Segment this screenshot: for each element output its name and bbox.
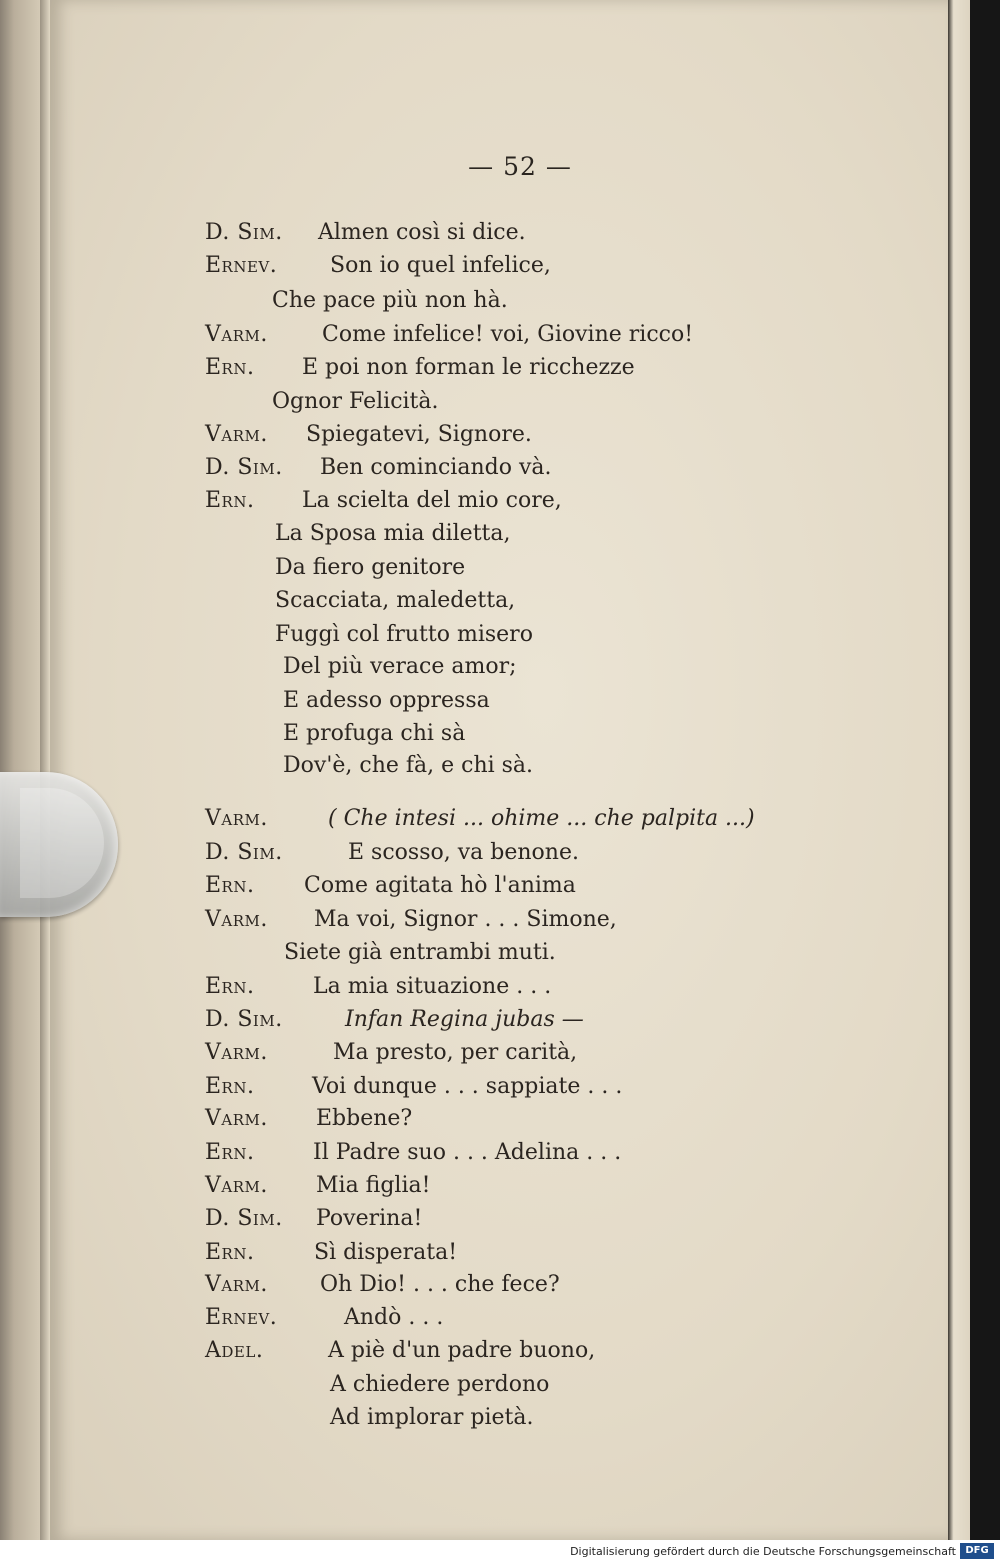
speaker-name: Ern. xyxy=(205,1240,255,1265)
speaker-name: Varm. xyxy=(205,422,268,447)
line-text: Come infelice! voi, Giovine ricco! xyxy=(322,322,694,347)
line-text: Ma voi, Signor . . . Simone, xyxy=(314,907,617,932)
line-text: Ognor Felicità. xyxy=(272,389,439,414)
line-text: Ebbene? xyxy=(316,1106,413,1131)
line-text: E poi non forman le ricchezze xyxy=(302,355,635,380)
speaker-name: D. Sim. xyxy=(205,1206,283,1231)
speaker-name: Adel. xyxy=(205,1338,264,1363)
background-right xyxy=(970,0,1000,1540)
speaker-name: D. Sim. xyxy=(205,840,283,865)
line-text: Che pace più non hà. xyxy=(272,288,508,313)
speaker-name: D. Sim. xyxy=(205,1007,283,1032)
line-text: A piè d'un padre buono, xyxy=(328,1338,596,1363)
line-text: A chiedere perdono xyxy=(330,1372,550,1397)
speaker-name: D. Sim. xyxy=(205,455,283,480)
dfg-logo: DFG xyxy=(960,1543,994,1559)
line-text: Del più verace amor; xyxy=(283,654,517,679)
speaker-name: Varm. xyxy=(205,1173,268,1198)
speaker-name: D. Sim. xyxy=(205,220,283,245)
speaker-name: Ern. xyxy=(205,974,255,999)
line-text: Poverina! xyxy=(316,1206,423,1231)
line-text: E adesso oppressa xyxy=(283,688,490,713)
footer-credit: Digitalisierung gefördert durch die Deutsche Forschungsgemeinschaft xyxy=(570,1545,956,1558)
line-text: Il Padre suo . . . Adelina . . . xyxy=(313,1140,622,1165)
line-text: Da fiero genitore xyxy=(275,555,466,580)
speaker-name: Varm. xyxy=(205,322,268,347)
line-text: Voi dunque . . . sappiate . . . xyxy=(312,1074,623,1099)
line-text: Infan Regina jubas — xyxy=(345,1007,584,1032)
speaker-name: Varm. xyxy=(205,1106,268,1131)
line-text: Ad implorar pietà. xyxy=(330,1405,534,1430)
line-text: Almen così si dice. xyxy=(318,220,526,245)
stacked-pages-edge xyxy=(40,0,50,1540)
page-number: — 52 — xyxy=(468,152,572,181)
line-text: Son io quel infelice, xyxy=(330,253,551,278)
line-text: Spiegatevi, Signore. xyxy=(306,422,532,447)
speaker-name: Varm. xyxy=(205,907,268,932)
right-page-edge xyxy=(948,0,970,1540)
line-text: Sì disperata! xyxy=(314,1240,458,1265)
line-text: Andò . . . xyxy=(344,1305,444,1330)
speaker-name: Ern. xyxy=(205,1074,255,1099)
speaker-name: Varm. xyxy=(205,806,268,831)
line-text: La Sposa mia diletta, xyxy=(275,521,511,546)
line-text: La mia situazione . . . xyxy=(313,974,552,999)
line-text: Scacciata, maledetta, xyxy=(275,588,516,613)
speaker-name: Ernev. xyxy=(205,253,278,278)
speaker-name: Ernev. xyxy=(205,1305,278,1330)
speaker-name: Varm. xyxy=(205,1040,268,1065)
line-text: Ben cominciando và. xyxy=(320,455,552,480)
line-text: Fuggì col frutto misero xyxy=(275,622,533,647)
line-text: ( Che intesi ... ohime ... che palpita ...) xyxy=(328,806,755,831)
line-text: E profuga chi sà xyxy=(283,721,466,746)
speaker-name: Ern. xyxy=(205,1140,255,1165)
line-text: La scielta del mio core, xyxy=(302,488,562,513)
left-page-edge xyxy=(0,0,40,1540)
line-text: E scosso, va benone. xyxy=(348,840,579,865)
line-text: Dov'è, che fà, e chi sà. xyxy=(283,753,534,778)
line-text: Mia figlia! xyxy=(316,1173,431,1198)
line-text: Oh Dio! . . . che fece? xyxy=(320,1272,560,1297)
speaker-name: Ern. xyxy=(205,873,255,898)
speaker-name: Ern. xyxy=(205,355,255,380)
line-text: Ma presto, per carità, xyxy=(333,1040,578,1065)
speaker-name: Varm. xyxy=(205,1272,268,1297)
speaker-name: Ern. xyxy=(205,488,255,513)
line-text: Come agitata hò l'anima xyxy=(304,873,576,898)
line-text: Siete già entrambi muti. xyxy=(284,940,556,965)
